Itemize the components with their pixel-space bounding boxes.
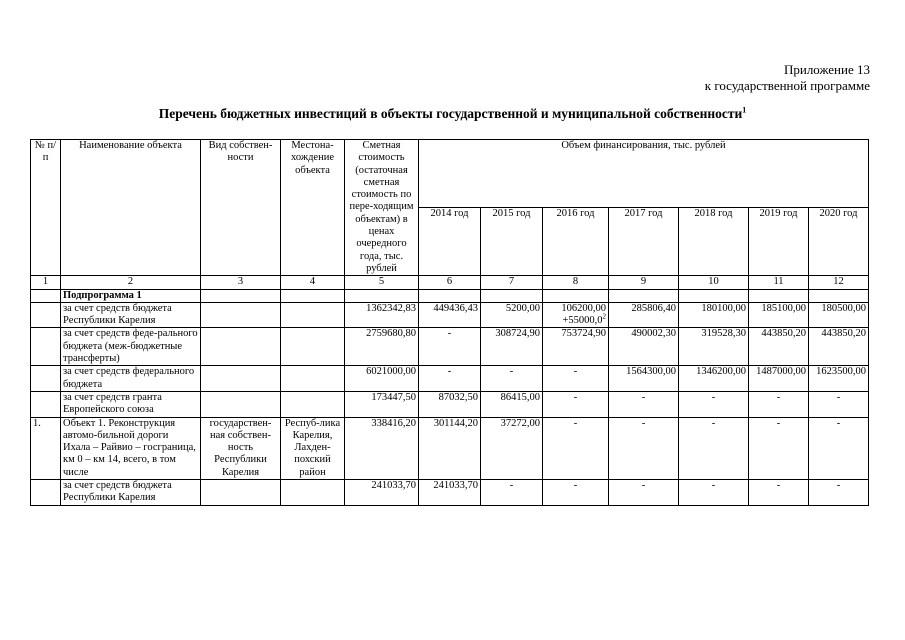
row-2018: 319528,30 bbox=[679, 328, 749, 366]
col-num-cell: 2 bbox=[61, 276, 201, 289]
table-row bbox=[31, 417, 869, 479]
row-2016-addition-value: +55000,0 bbox=[562, 315, 603, 327]
row-name: за счет средств бюджета Республики Карелия bbox=[61, 302, 201, 328]
row-2014: 449436,43 bbox=[419, 302, 481, 328]
header-year-2015: 2015 год bbox=[481, 208, 543, 276]
row-2020: 443850,20 bbox=[809, 328, 869, 366]
header-financing: Объем финансирования, тыс. рублей bbox=[419, 140, 869, 208]
col-num-cell: 11 bbox=[749, 276, 809, 289]
row-2016: - bbox=[543, 480, 609, 506]
column-number-row bbox=[31, 276, 869, 289]
row-2017: 285806,40 bbox=[609, 302, 679, 328]
header-year-2014: 2014 год bbox=[419, 208, 481, 276]
row-2015: 308724,90 bbox=[481, 328, 543, 366]
row-2016: - bbox=[543, 417, 609, 479]
row-name: Объект 1. Реконструкция автомо-бильной дороги Ихала – Райвио – госграница, км 0 – км 14, всего, в том числе bbox=[61, 417, 201, 479]
table-row bbox=[31, 302, 869, 328]
investment-table bbox=[30, 139, 869, 506]
row-2016: 753724,90 bbox=[543, 328, 609, 366]
row-2019: 185100,00 bbox=[749, 302, 809, 328]
row-cost: 173447,50 bbox=[345, 391, 419, 417]
row-2016: - bbox=[543, 366, 609, 392]
row-2014: 241033,70 bbox=[419, 480, 481, 506]
row-location bbox=[281, 480, 345, 506]
row-2014: - bbox=[419, 328, 481, 366]
header-year-2020: 2020 год bbox=[809, 208, 869, 276]
row-2014: 301144,20 bbox=[419, 417, 481, 479]
row-2017: - bbox=[609, 391, 679, 417]
table-row bbox=[31, 366, 869, 392]
header-name: Наименование объекта bbox=[61, 140, 201, 276]
row-2020: - bbox=[809, 417, 869, 479]
subprogram-title: Подпрограмма 1 bbox=[61, 289, 201, 302]
row-2017: 490002,30 bbox=[609, 328, 679, 366]
row-type bbox=[201, 302, 281, 328]
row-2016 bbox=[543, 302, 609, 328]
header-year-2017: 2017 год bbox=[609, 208, 679, 276]
row-type: государствен-ная собствен-ность Республики Карелия bbox=[201, 417, 281, 479]
row-2020: - bbox=[809, 391, 869, 417]
row-2016: - bbox=[543, 391, 609, 417]
row-2019: 443850,20 bbox=[749, 328, 809, 366]
row-2014: - bbox=[419, 366, 481, 392]
col-num-cell: 9 bbox=[609, 276, 679, 289]
row-2019: - bbox=[749, 480, 809, 506]
row-2019: - bbox=[749, 391, 809, 417]
row-2018: - bbox=[679, 480, 749, 506]
table-body bbox=[31, 140, 869, 506]
col-num-cell: 8 bbox=[543, 276, 609, 289]
subprogram-row bbox=[31, 289, 869, 302]
row-2015: 86415,00 bbox=[481, 391, 543, 417]
row-location bbox=[281, 302, 345, 328]
row-2019: - bbox=[749, 417, 809, 479]
row-2017: - bbox=[609, 480, 679, 506]
header-location: Местона-хождение объекта bbox=[281, 140, 345, 276]
row-cost: 241033,70 bbox=[345, 480, 419, 506]
row-cost: 338416,20 bbox=[345, 417, 419, 479]
header-num: № п/п bbox=[31, 140, 61, 276]
col-num-cell: 10 bbox=[679, 276, 749, 289]
row-location bbox=[281, 366, 345, 392]
row-2018: - bbox=[679, 417, 749, 479]
row-2016-value: 106200,00 bbox=[561, 302, 606, 314]
row-num bbox=[31, 480, 61, 506]
col-num-cell: 4 bbox=[281, 276, 345, 289]
row-2017: - bbox=[609, 417, 679, 479]
row-num bbox=[31, 391, 61, 417]
row-name: за счет средств бюджета Республики Карелия bbox=[61, 480, 201, 506]
header-year-2019: 2019 год bbox=[749, 208, 809, 276]
row-location: Респуб-лика Карелия, Лахден-похский район bbox=[281, 417, 345, 479]
header-cost: Сметная стоимость (остаточная сметная стоимость по пере-ходящим объектам) в ценах очередного года, тыс. рублей bbox=[345, 140, 419, 276]
header-year-2016: 2016 год bbox=[543, 208, 609, 276]
header-row-1 bbox=[31, 140, 869, 208]
title-text: Перечень бюджетных инвестиций в объекты государственной и муниципальной собственности bbox=[158, 106, 743, 121]
row-num bbox=[31, 302, 61, 328]
row-2014: 87032,50 bbox=[419, 391, 481, 417]
col-num-cell: 12 bbox=[809, 276, 869, 289]
row-2020: - bbox=[809, 480, 869, 506]
row-type bbox=[201, 366, 281, 392]
row-2019: 1487000,00 bbox=[749, 366, 809, 392]
appendix-line-2: к государственной программе bbox=[704, 78, 870, 93]
row-cost: 2759680,80 bbox=[345, 328, 419, 366]
col-num-cell: 3 bbox=[201, 276, 281, 289]
document-title bbox=[0, 106, 905, 122]
header-type: Вид собствен-ности bbox=[201, 140, 281, 276]
row-2018: 180100,00 bbox=[679, 302, 749, 328]
header-year-2018: 2018 год bbox=[679, 208, 749, 276]
row-type bbox=[201, 391, 281, 417]
row-num: 1. bbox=[31, 417, 61, 479]
col-num-cell: 1 bbox=[31, 276, 61, 289]
row-cost: 1362342,83 bbox=[345, 302, 419, 328]
row-2020: 1623500,00 bbox=[809, 366, 869, 392]
row-name: за счет средств феде-рального бюджета (меж-бюджетные трансферты) bbox=[61, 328, 201, 366]
appendix-label bbox=[705, 62, 870, 94]
row-num bbox=[31, 328, 61, 366]
col-num-cell: 6 bbox=[419, 276, 481, 289]
row-num bbox=[31, 366, 61, 392]
table-row bbox=[31, 480, 869, 506]
row-type bbox=[201, 480, 281, 506]
row-2015: - bbox=[481, 366, 543, 392]
row-location bbox=[281, 391, 345, 417]
appendix-line-1: Приложение 13 bbox=[783, 62, 870, 77]
row-name: за счет средств гранта Европейского союза bbox=[61, 391, 201, 417]
row-2020: 180500,00 bbox=[809, 302, 869, 328]
row-2015: 5200,00 bbox=[481, 302, 543, 328]
row-name: за счет средств федерального бюджета bbox=[61, 366, 201, 392]
row-2016-footnote: 2 bbox=[602, 312, 606, 321]
row-2018: 1346200,00 bbox=[679, 366, 749, 392]
row-2015: 37272,00 bbox=[481, 417, 543, 479]
title-footnote: 1 bbox=[742, 105, 747, 115]
row-2015: - bbox=[481, 480, 543, 506]
row-2017: 1564300,00 bbox=[609, 366, 679, 392]
row-2016-addition bbox=[545, 312, 606, 327]
col-num-cell: 5 bbox=[345, 276, 419, 289]
row-location bbox=[281, 328, 345, 366]
row-cost: 6021000,00 bbox=[345, 366, 419, 392]
table-row bbox=[31, 328, 869, 366]
col-num-cell: 7 bbox=[481, 276, 543, 289]
table-row bbox=[31, 391, 869, 417]
row-type bbox=[201, 328, 281, 366]
row-2018: - bbox=[679, 391, 749, 417]
